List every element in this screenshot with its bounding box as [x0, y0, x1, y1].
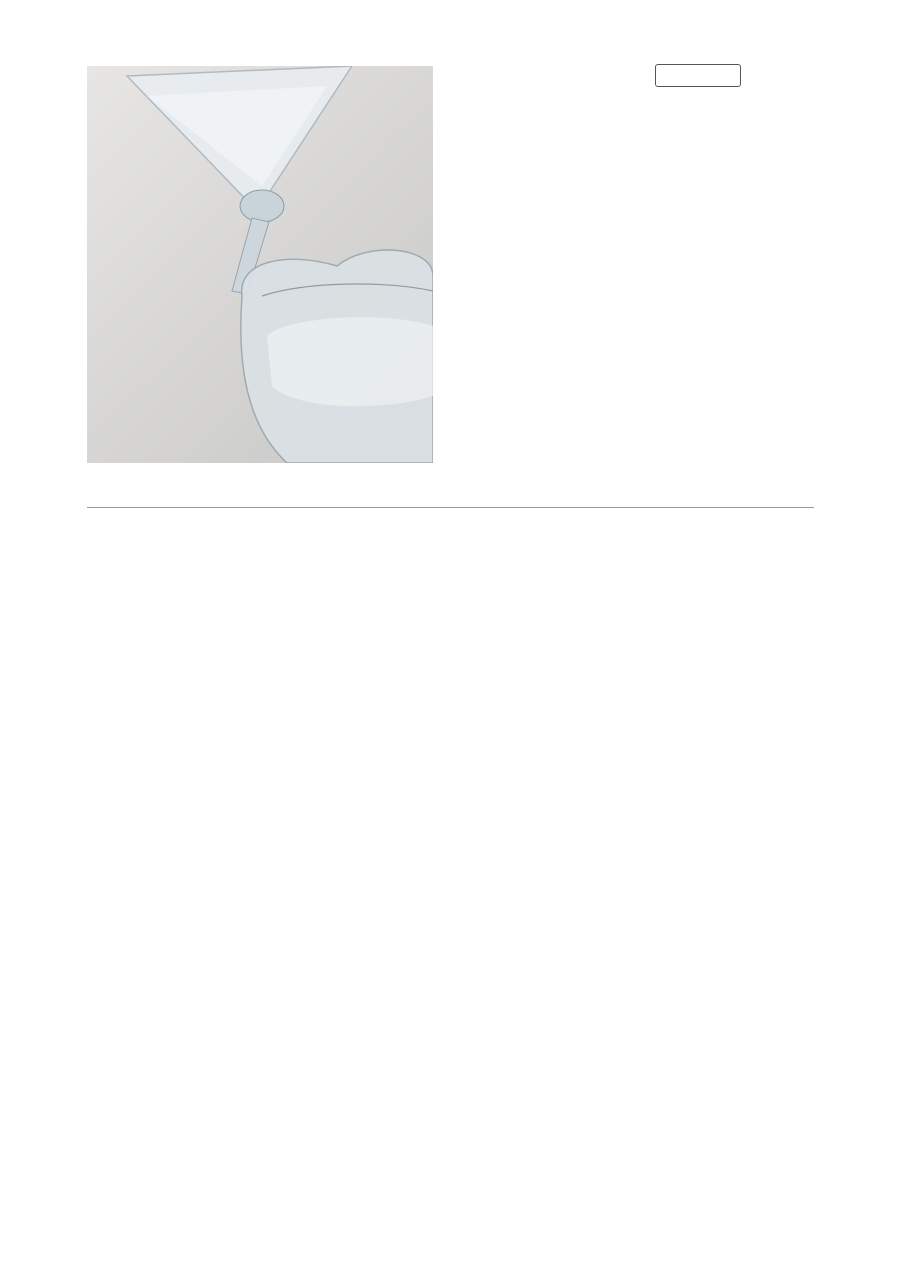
- hero-photo-panel: [87, 66, 433, 463]
- good-design-award-badge: [655, 64, 741, 87]
- section-divider: [87, 507, 814, 508]
- hero-glass-illustration: [87, 66, 433, 463]
